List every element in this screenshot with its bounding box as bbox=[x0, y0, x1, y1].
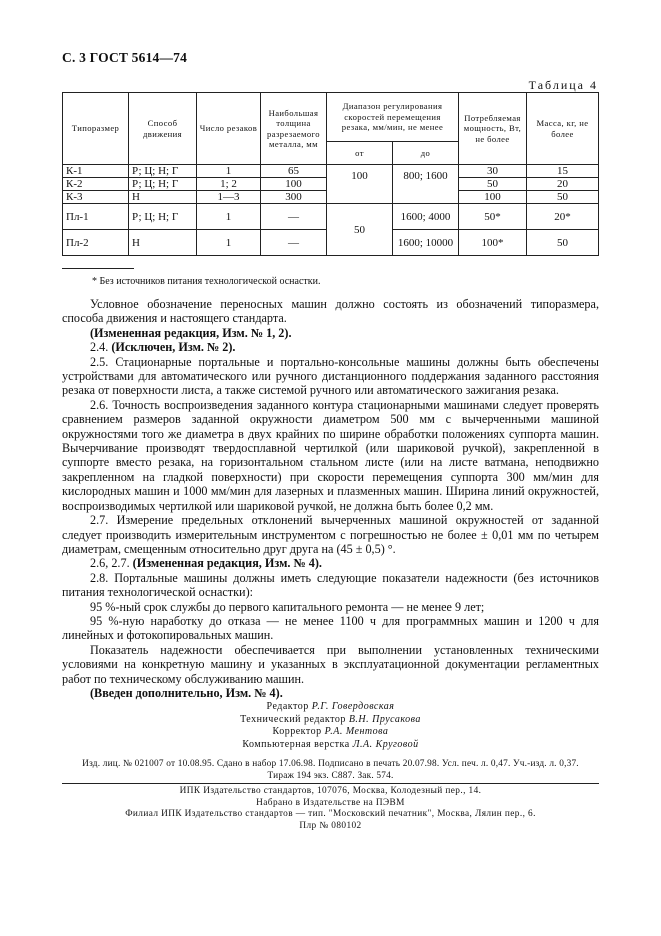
cell-type: К-3 bbox=[63, 191, 129, 204]
header-type: Типоразмер bbox=[63, 93, 129, 165]
paragraph: Условное обозначение переносных машин должно состоять из обозначений типоразмера, способа движения и настоящего стандарта. bbox=[62, 297, 599, 326]
footnote-rule bbox=[62, 268, 134, 269]
cell-cutters: 1 bbox=[197, 165, 261, 178]
cell-cutters: 1 bbox=[197, 204, 261, 230]
paragraph: 2.6. Точность воспроизведения заданного контура стационарными машинами следует проверять сравнением размеров заданной окружности диаметром 500 мм с вычерченными машиной окружностями того же диаметра в двух крайних по ширине обработки положениях суппорта машин. Вычерчивание производят твердосплавной чертилкой (или шариковой ручкой), закрепленной в суппорте вместо резака, на горизонтальном стальном листе (или на листе ватмана, неподвижно закрепленном на гладкой поверхности) при скорости перемещения суппорта 300 мм/мин для кислородных машин и 1000 мм/мин для лазерных и плазменных машин. Ширина линий окружностей, воспроизводимых чертилкой или шариковой ручкой, не должна быть более 0,2 мм. bbox=[62, 397, 599, 513]
paragraph: 2.7. Измерение предельных отклонений вычерченных машиной окружностей от заданной следует производить измерительным инструментом с погрешностью не более ± 0,01 мм по четырем диаметрам, смещенным относительно друг друга на (45 ± 0,5) °. bbox=[62, 513, 599, 556]
staff-line: Корректор Р.А. Ментова bbox=[272, 726, 389, 737]
cell-thickness: 100 bbox=[261, 178, 327, 191]
cell-type: К-2 bbox=[63, 178, 129, 191]
staff-line: Компьютерная верстка Л.А. Круговой bbox=[242, 738, 419, 750]
table-4 bbox=[62, 92, 599, 256]
cell-mass: 20* bbox=[527, 204, 599, 230]
staff-line: Редактор Р.Г. Говердовская bbox=[266, 701, 395, 712]
staff-line: Технический редактор В.Н. Прусакова bbox=[240, 713, 421, 725]
staff-credits bbox=[62, 701, 599, 751]
cell-range-to-pl1: 1600; 4000 bbox=[393, 204, 459, 230]
publisher-line: Филиал ИПК Издательство стандартов — тип. "Московский печатник", Москва, Лялин пер., 6. bbox=[125, 809, 536, 820]
paragraph-2-4 bbox=[62, 340, 599, 354]
paragraph: 2.5. Стационарные портальные и портально-консольные машины должны быть обеспечены устройствами для автоматического или ручного дистанционного поддержания заданного расстояния резака от поверхности листа, а также системой ручного или автоматического зажигания резака. bbox=[62, 354, 599, 398]
cell-power: 50* bbox=[459, 204, 527, 230]
paragraph-2-6-2-7 bbox=[62, 556, 599, 570]
cell-range-to-pl2: 1600; 10000 bbox=[393, 230, 459, 256]
cell-thickness: 300 bbox=[261, 191, 327, 204]
clause-number: 2.6, 2.7. bbox=[90, 556, 130, 571]
table-row bbox=[63, 165, 599, 178]
cell-method: Р; Ц; Н; Г bbox=[129, 165, 197, 178]
imprint bbox=[62, 758, 599, 782]
cell-range-to-k: 800; 1600 bbox=[393, 165, 459, 204]
cell-mass: 20 bbox=[527, 178, 599, 191]
publisher-line: Плр № 080102 bbox=[299, 820, 362, 831]
header-range: Диапазон регулирования скоростей перемещения резака, мм/мин, не менее bbox=[327, 93, 459, 142]
header-method: Способ движения bbox=[129, 93, 197, 165]
publisher-line: Набрано в Издательстве на ПЭВМ bbox=[256, 797, 405, 808]
cell-power: 30 bbox=[459, 165, 527, 178]
table-caption: Таблица 4 bbox=[528, 78, 598, 92]
table-footnote: * Без источников питания технологической оснастки. bbox=[92, 276, 321, 287]
cell-thickness: — bbox=[261, 204, 327, 230]
clause-number: 2.4. bbox=[90, 340, 109, 355]
paragraph: 2.8. Портальные машины должны иметь следующие показатели надежности (без источников питания технологической оснастки): bbox=[62, 570, 599, 600]
clause-status: (Исключен, Изм. № 2). bbox=[111, 340, 236, 355]
cell-method: Р; Ц; Н; Г bbox=[129, 178, 197, 191]
body-text bbox=[62, 297, 599, 700]
header-range-from: от bbox=[327, 142, 393, 165]
page-header: С. 3 ГОСТ 5614—74 bbox=[62, 50, 188, 65]
paragraph: 95 %-ную наработку до отказа — не менее 1100 ч для программных машин и 1200 ч для линейных и фотокопировальных машин. bbox=[62, 613, 599, 643]
header-thickness: Наибольшая толщина разрезаемого металла, мм bbox=[261, 93, 327, 165]
cell-cutters: 1 bbox=[197, 230, 261, 256]
header-mass: Масса, кг, не более bbox=[527, 93, 599, 165]
cell-thickness: 65 bbox=[261, 165, 327, 178]
cell-mass: 50 bbox=[527, 230, 599, 256]
clause-status: (Измененная редакция, Изм. № 4). bbox=[132, 556, 322, 571]
publisher-line: ИПК Издательство стандартов, 107076, Москва, Колодезный пер., 14. bbox=[179, 786, 482, 796]
cell-type: К-1 bbox=[63, 165, 129, 178]
cell-cutters: 1; 2 bbox=[197, 178, 261, 191]
cell-power: 50 bbox=[459, 178, 527, 191]
paragraph: Показатель надежности обеспечивается при выполнении установленных техническими условиями на конкретную машину и указанных в эксплуатационной документации регламентных работ по техническому обслуживанию машин. bbox=[62, 642, 599, 686]
cell-method: Н bbox=[129, 191, 197, 204]
cell-thickness: — bbox=[261, 230, 327, 256]
imprint-line: Изд. лиц. № 021007 от 10.08.95. Сдано в набор 17.06.98. Подписано в печать 20.07.98. Усл. печ. л. 0,47. Уч.-изд. л. 0,37. bbox=[82, 759, 579, 769]
cell-range-from-k: 100 bbox=[327, 165, 393, 204]
cell-mass: 50 bbox=[527, 191, 599, 204]
cell-power: 100 bbox=[459, 191, 527, 204]
cell-power: 100* bbox=[459, 230, 527, 256]
paragraph-amendment: (Измененная редакция, Изм. № 1, 2). bbox=[90, 325, 292, 340]
paragraph-amendment: (Введен дополнительно, Изм. № 4). bbox=[90, 685, 283, 700]
cell-range-from-pl: 50 bbox=[327, 204, 393, 256]
paragraph: 95 %-ный срок службы до первого капитального ремонта — не менее 9 лет; bbox=[90, 599, 485, 614]
header-cutters: Число резаков bbox=[197, 93, 261, 165]
cell-cutters: 1—3 bbox=[197, 191, 261, 204]
cell-type: Пл-1 bbox=[63, 204, 129, 230]
header-power: Потребляемая мощность, Вт, не более bbox=[459, 93, 527, 165]
cell-type: Пл-2 bbox=[63, 230, 129, 256]
cell-method: Р; Ц; Н; Г bbox=[129, 204, 197, 230]
publisher-info bbox=[62, 786, 599, 832]
imprint-line: Тираж 194 экз. С887. Зак. 574. bbox=[267, 771, 394, 781]
cell-method: Н bbox=[129, 230, 197, 256]
cell-mass: 15 bbox=[527, 165, 599, 178]
table-row bbox=[63, 204, 599, 230]
imprint-rule bbox=[62, 783, 599, 784]
header-range-to: до bbox=[393, 142, 459, 165]
